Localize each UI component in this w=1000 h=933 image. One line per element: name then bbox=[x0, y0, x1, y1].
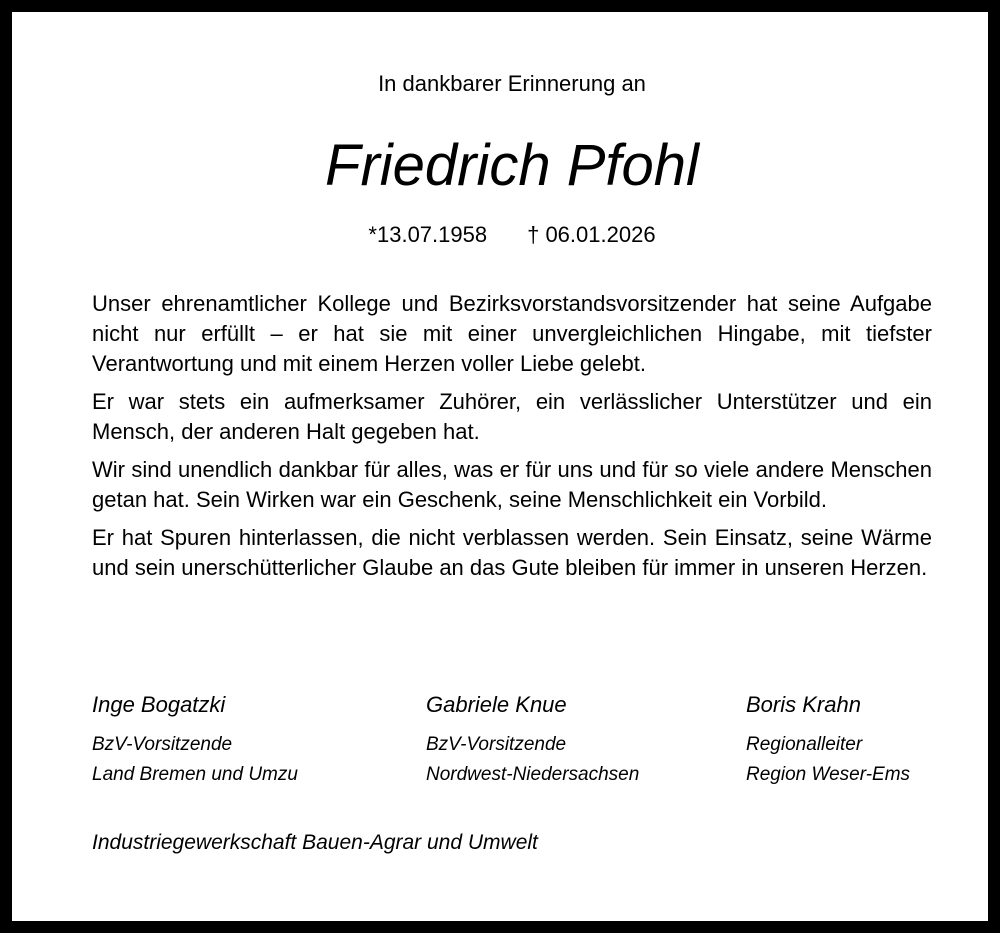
signer bbox=[746, 690, 910, 790]
life-dates bbox=[92, 220, 932, 250]
death-date: † 06.01.2026 bbox=[527, 222, 656, 247]
tribute-text bbox=[92, 289, 932, 591]
signers-block bbox=[92, 690, 932, 790]
signer bbox=[426, 690, 639, 790]
intro-line: In dankbarer Erinnerung an bbox=[378, 71, 646, 96]
tribute-paragraph: Unser ehrenamtlicher Kollege und Bezirksvorstandsvorsitzender hat seine Aufgabe nicht nur erfüllt – er hat sie mit einer unvergleichlichen Hingabe, mit tiefster Verantwortung und mit einem Herzen voller Liebe gelebt. bbox=[92, 291, 932, 376]
tribute-paragraph: Er war stets ein aufmerksamer Zuhörer, ein verlässlicher Unterstützer und ein Mensch, der anderen Halt gegeben hat. bbox=[92, 389, 932, 444]
signer-role: BzV-Vorsitzende bbox=[92, 734, 233, 755]
signer-region: Land Bremen und Umzu bbox=[92, 764, 298, 785]
signer-name: Inge Bogatzki bbox=[92, 692, 226, 717]
organization-name: Industriegewerkschaft Bauen-Agrar und Umwelt bbox=[92, 831, 538, 854]
deceased-name: Friedrich Pfohl bbox=[325, 133, 699, 198]
signer-role: BzV-Vorsitzende bbox=[426, 734, 567, 755]
signer bbox=[92, 690, 298, 790]
signer-name: Gabriele Knue bbox=[426, 692, 567, 717]
tribute-paragraph: Wir sind unendlich dankbar für alles, was er für uns und für so viele andere Menschen getan hat. Sein Wirken war ein Geschenk, seine Menschlichkeit ein Vorbild. bbox=[92, 457, 932, 512]
signer-region: Nordwest-Niedersachsen bbox=[426, 764, 640, 785]
signer-name: Boris Krahn bbox=[746, 692, 861, 717]
signer-region: Region Weser-Ems bbox=[746, 764, 911, 785]
signer-role: Regionalleiter bbox=[746, 734, 863, 755]
tribute-paragraph: Er hat Spuren hinterlassen, die nicht verblassen werden. Sein Einsatz, seine Wärme und sein unerschütterlicher Glaube an das Gute bleiben für immer in unseren Herzen. bbox=[92, 525, 932, 580]
birth-date: *13.07.1958 bbox=[368, 222, 488, 247]
